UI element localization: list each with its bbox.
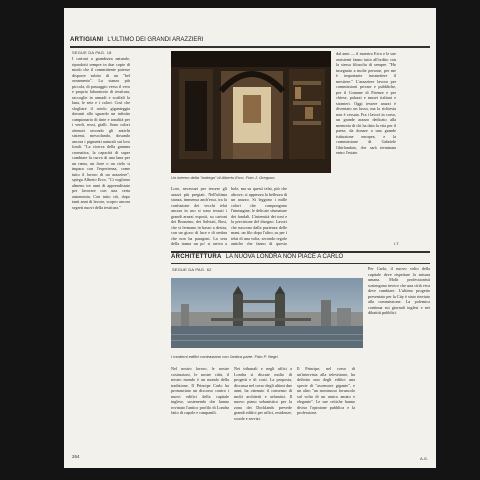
page-number: 264 [72, 454, 80, 459]
article-title: LA NUOVA LONDRA NON PIACE A CARLO [225, 254, 344, 260]
article2-column-3: Il Principe, nel corso di un'intervista alla televisione, ha definito uno degli edifici una specie di "ascensore gigante", e un altro "un mostruoso foruncolo sul volto di un amico amato e elegante". Le sue critiche hanno diviso l'opinione pubblica e la professione. [297, 366, 355, 415]
article1-header [70, 35, 203, 45]
photo-caption: I moderni edifici contrastano con l'antica parte. Foto P. Negri. [171, 354, 279, 359]
article2-column-2: Nei tribunali e negli uffici a Londra si discute molto di progetti e di costi. La proposta, discussa nel corso degli ultimi due anni, ha ottenuto il consenso di molti architetti e urbanisti. Il nuovo piano urbanistico per la zona dei Docklands prevede grandi edifici per uffici, residenze, scuole e servizi. [234, 366, 292, 421]
header-rule [171, 263, 430, 264]
workshop-photo [171, 51, 331, 173]
london-photo [171, 278, 363, 348]
continued-from: SEGUE DA PAG. 18 [72, 50, 112, 55]
magazine-page [64, 8, 436, 468]
section-label: ARTIGIANI [70, 37, 104, 43]
article1-column-1: I cartoni a grandezza naturale, riprodotti sempre in due copie di modo che il committente potesse disporre subito di un "bel ornamento". La stanza più piccola, di passaggio verso il vero e proprio laboratorio di tessitura, raccoglie in armadi e scaffali la lana, le sete e i colori. Così che sfogliare il rotolo giganteggia davanti allo sguardo un infinito campionario di tinte e tonalità per i verdi, rossi, gialli. Sono colori ottenuti secondo gli antichi sistemi, mescolando, dosando ancora i pigmenti naturali sui loro fondi. "La ricerca della gamma cromatica, la capacità di saper cambiare la curva di una lana per un ramo, un fiore o un cielo si impara con l'esperienza, come tutto il lavoro di un arazziere", spiega Alberto Erco. "Ci vogliono almeno tre anni di apprendistato per lavorare con una certa autonomia. Con tutto ciò, dopo tanti anni di lavoro, scopro ancora segreti nuovi della tessitura." [72, 56, 130, 210]
article2-column-4: Per Carlo, il nuovo volto della capitale deve rispettare la misura umana. Molti professionisti sostengono invece che una città viva deve cambiare. L'ultimo progetto presentato per la City è stato rinviato alla commissione. La polemica continua sui giornali inglesi e nei dibattiti pubblici. [368, 266, 430, 315]
header-rule [70, 46, 430, 48]
section-label: ARCHITETTURA [171, 254, 222, 260]
continued-from: SEGUE DA PAG. 62 [172, 267, 212, 272]
article1-column-5: dal anni — il maestro Erco e le sue assistenti fanno tutto all'ordito con la stessa filosofia di sempre. "Ho insegnato a molte persone, per me è importante trasmettere il mestiere." L'arazziere lavora per commissioni private e pubbliche, per il Comune di Firenze e per chiese, palazzi e musei italiani e stranieri. Oggi tessere arazzi è diventato un lusso, ma la richiesta non è cessata. Fra i lavori in corso, un grande arazzo dedicato alla memoria di chi ha dato la vita per il paese, da donare a una grande istituzione europea, e la commissione di Gabriele Ghirlandaio, che sarà terminata entro l'estate. [336, 51, 396, 155]
article2-header [171, 252, 343, 262]
article-title: L'ULTIMO DEI GRANDI ARAZZIERI [107, 37, 204, 43]
article2-signature: A.G. [420, 456, 429, 461]
article1-column-4: bole, ma su questi telai, più che altrove, si apprezza la bellezza di un arazzo. Si leggono i mille colori che compongono l'immagine, le delicate sfumature dei fondali. L'intensità dei toni e la precisione del disegno. Lavori che nascono dalla pazienza delle mani, un filo dopo l'altro, su per i telai di una volta, secondo regole antiche che fanno di questo [231, 186, 287, 246]
article1-column-3: Loro, necessari per tessere gli arazzi più pregiati. Nell'ultima stanza, immensa anch'essa, tra la confusione dei vecchi telai ancora in uso si sono tessuti i grandi arazzi esposti, su cartoni dei Bronzino, dei Salviati, Rost, che si fermano in basso a destra, con un gioco di luce e di ombra che non ha paragoni. La sera della trama un po' si arriva a [171, 186, 227, 246]
photo-caption: Un interno della "bottega" di Alberto Erco. Foto J. Gregson. [171, 175, 276, 180]
article2-column-1: Nel nostro lavoro, le nostre costruzioni, le nostre città, il nostro mondo è un mondo della tradizione. Il Principe Carlo ha pronunciato un discorso contro i nuovi edifici della capitale inglese, sostenendo che hanno rovinato l'antico profilo di Londra fatto di cupole e campanili. [171, 366, 229, 415]
article1-signature: I.T. [394, 241, 400, 246]
